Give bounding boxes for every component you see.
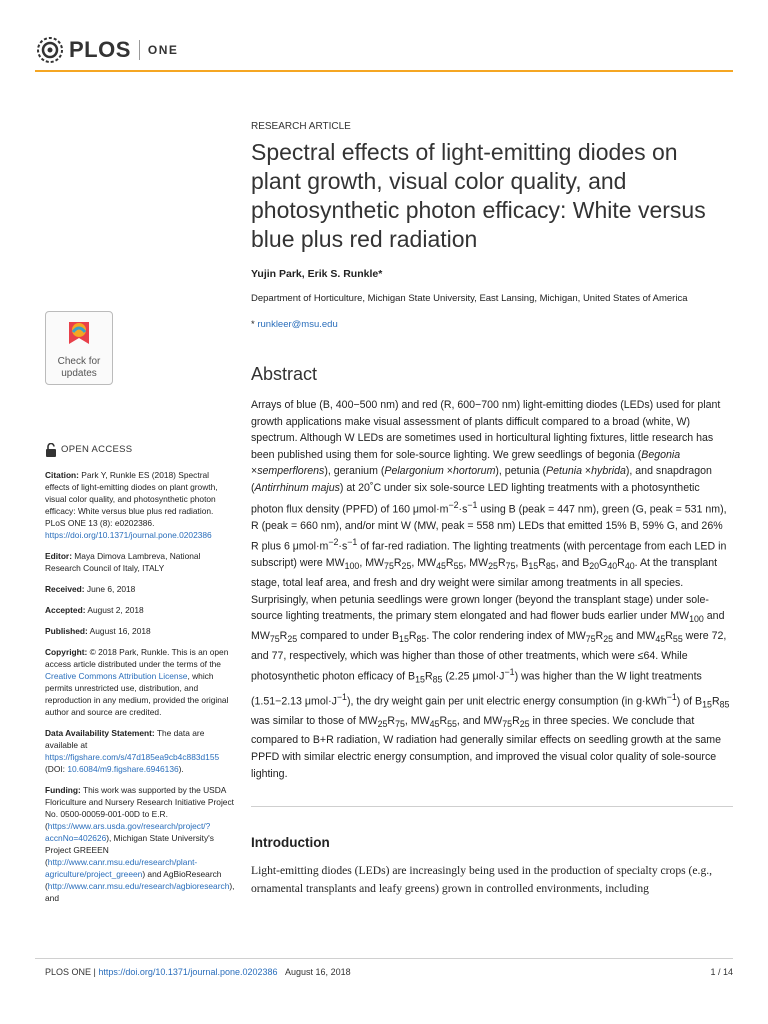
plos-logo-icon: [35, 35, 65, 65]
authors: Yujin Park, Erik S. Runkle*: [251, 268, 383, 280]
abstract-divider: [251, 806, 733, 807]
received-block: Received: June 6, 2018: [45, 584, 136, 594]
introduction-text: Light-emitting diodes (LEDs) are increasingly being used in the production of specialty crops (e.g., ornamental transplants and leafy greens) grown in controlled environments, including: [251, 864, 713, 895]
open-access-label: OPEN ACCESS: [61, 444, 133, 455]
check-for-updates-badge[interactable]: [45, 311, 113, 385]
journal-name: ONE: [147, 43, 179, 57]
affiliation: Department of Horticulture, Michigan State University, East Lansing, Michigan, United States of America: [251, 293, 688, 304]
page-number: 1 / 14: [710, 967, 733, 977]
updates-text: updates: [61, 368, 97, 379]
plos-brand: PLOS: [69, 37, 131, 62]
page-footer: [45, 967, 351, 977]
article-title: Spectral effects of light-emitting diodes on plant growth, visual color quality, and photosynthetic photon efficacy: White versus blue plus red radiation: [251, 139, 706, 252]
header-rule: [35, 70, 733, 72]
license-link[interactable]: Creative Commons Attribution License: [45, 671, 188, 681]
crossmark-icon: [64, 318, 94, 350]
introduction-heading: Introduction: [251, 835, 330, 850]
abstract-heading: Abstract: [251, 364, 318, 384]
header-divider: [139, 40, 140, 60]
usda-link[interactable]: https://www.ars.usda.gov/research/project/?accnNo=402626: [45, 821, 211, 843]
figshare-link[interactable]: https://figshare.com/s/47d185ea9cb4c883d155: [45, 752, 220, 762]
email-link[interactable]: runkleer@msu.edu: [257, 319, 338, 330]
article-type: RESEARCH ARTICLE: [251, 121, 351, 132]
citation-block: Citation: Park Y, Runkle ES (2018) Spectral effects of light-emitting diodes on plant growth, visual color quality, and photosynthetic photon efficacy: White versus blue plus red radiation. PLoS ONE 13 (8): e0202386. https://doi.org/10.1371/journal.pone.0202386: [45, 470, 218, 540]
citation-doi-link[interactable]: https://doi.org/10.1371/journal.pone.0202386: [45, 530, 212, 540]
editor-block: Editor: Maya Dimova Lambreva, National Research Council of Italy, ITALY: [45, 551, 201, 573]
journal-header: [35, 34, 178, 66]
copyright-block: Copyright: © 2018 Park, Runkle. This is an open access article distributed under the terms of the Creative Commons Attribution License, which permits unrestricted use, distribution, and reproduction in any medium, provided the original author and source are credited.: [45, 647, 229, 717]
accepted-block: Accepted: August 2, 2018: [45, 605, 144, 615]
footer-journal: PLOS ONE |: [45, 967, 99, 977]
footer-date: August 16, 2018: [285, 967, 351, 977]
greeen-link[interactable]: http://www.canr.msu.edu/research/plant-agriculture/project_greeen: [45, 857, 198, 879]
correspondence-email[interactable]: [251, 319, 338, 330]
check-for-text: Check for: [57, 356, 101, 367]
open-access-badge: [45, 443, 235, 457]
funding-block: Funding: This work was supported by the USDA Floriculture and Nursery Research Initiative Project No. 0500-00059-001-00D to E.R. (https://www.ars.usda.gov/research/project/?accnNo=402626), Michigan State University's Project GREEEN (http://www.canr.msu.edu/research/plant-agriculture/project_greeen) and AgBioResearch (http://www.canr.msu.edu/research/agbioresearch), and: [45, 785, 235, 903]
open-lock-icon: [45, 443, 57, 457]
data-availability-block: Data Availability Statement: The data are available at https://figshare.com/s/47d185ea9cb4c883d155 (DOI: 10.6084/m9.figshare.6946136).: [45, 728, 220, 774]
abstract-text: Arrays of blue (B, 400−500 nm) and red (R, 600−700 nm) light-emitting diodes (LEDs) used for plant growth applications make visual assessment of plants difficult compared to a broad (white, W) spectrum. Although W LEDs are sometimes used in horticultural lighting fixtures, little research has been published using them for sole-source lighting. We grew seedlings of begonia (Begonia ×semperflorens), geranium (Pelargonium ×hortorum), petunia (Petunia ×hybrida), and snapdragon (Antirrhinum majus) at 20˚C under six sole-source LED lighting treatments with a photosynthetic photon flux density (PPFD) of 160 $\mu mol\cdot m^{-2}\cdot s^{-1}$ using B (peak = 447 nm), green (G, peak = 531 nm), R (peak = 660 nm), and/or mint W (MW, peak = 558 nm) LEDs that emitted 15% B, 59% G, and 26% R plus 6 $\mu mol\cdot m^{-2}\cdot s^{-1}$ of far-red radiation. The lighting treatments (with percentage from each LED in subscript) were $MW_{100}$, $MW_{75}R_{25}$, $MW_{45}R_{55}$, $MW_{25}R_{75}$, $B_{15}R_{85}$, and $B_{20}G_{40}R_{40}$. At the transplant stage, total leaf area, and fresh and dry weight were similar among treatments in all species. Surprisingly, when petunia seedlings were grown longer (beyond the transplant stage) under sole-source lighting treatments, the primary stem elongated and had flower buds earlier under $MW_{100}$ and $MW_{75}R_{25}$ compared to under $B_{15}R_{85}$. The color rendering index of $MW_{75}R_{25}$ and $MW_{45}R_{55}$ were 72, and 77, respectively, which was higher than those of other treatments, which were ≤64. While photosynthetic photon efficacy of $B_{15}R_{85}$ (2.25 $\mu mol\cdot J^{-1}$) was higher than the W light treatments (1.51−2.13 $\mu mol\cdot J^{-1}$), the dry weight gain per unit electric energy consumption (in g·kWh$^{-1}$) of $B_{15}R_{85}$ was similar to those of $MW_{25}R_{75}$, $MW_{45}R_{55}$, and $MW_{75}R_{25}$ in three species. We conclude that compared to B+R radiation, W radiation had generally similar effects on seedling growth at the same PPFD with similar electric energy consumption, and improved the visual color quality of sole-source lighting.: [251, 399, 730, 780]
figshare-doi-link[interactable]: 10.6084/m9.figshare.6946136: [67, 764, 179, 774]
agbioresearch-link[interactable]: http://www.canr.msu.edu/research/agbioresearch: [47, 881, 230, 891]
footer-doi-link[interactable]: https://doi.org/10.1371/journal.pone.0202386: [98, 967, 278, 977]
asterisk: *: [251, 319, 258, 330]
published-block: Published: August 16, 2018: [45, 626, 151, 636]
article-info-sidebar: [45, 443, 235, 913]
footer-rule: [35, 958, 733, 959]
